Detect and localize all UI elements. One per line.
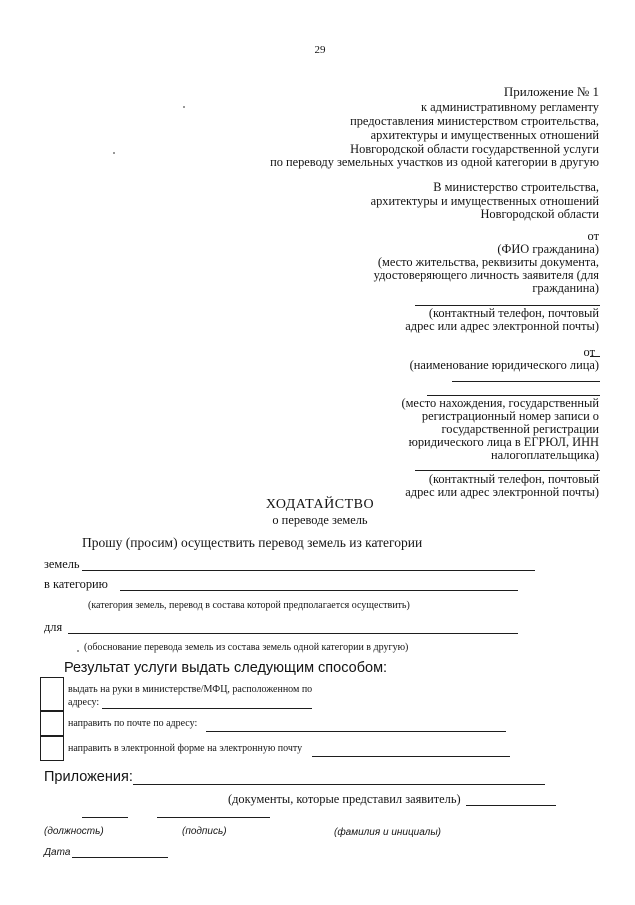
- page-number: 29: [314, 44, 326, 56]
- attachments-hint: (документы, которые представил заявитель): [228, 792, 461, 806]
- citizen-fio-hint: (ФИО гражданина): [497, 242, 599, 256]
- legal-location-hint: регистрационный номер записи о: [421, 409, 599, 423]
- document-title: ХОДАТАЙСТВО: [265, 497, 375, 512]
- result-option-checkbox-post[interactable]: [40, 711, 64, 736]
- signature-label: (подпись): [182, 826, 227, 837]
- justification-hint: (обоснование перевода земель из состава земель одной категории в другую): [84, 642, 409, 653]
- lands-field[interactable]: [82, 570, 535, 571]
- citizen-from-label: от: [587, 229, 599, 243]
- legal-location-hint: юридического лица в ЕГРЮЛ, ИНН: [408, 435, 599, 449]
- result-post-address-field[interactable]: [206, 731, 506, 732]
- appendix-line: предоставления министерством строительства,: [350, 114, 599, 128]
- legal-contact-field[interactable]: [415, 470, 600, 471]
- request-text: Прошу (просим) осуществить перевод земель из категории: [82, 535, 423, 550]
- appendix-title: Приложение № 1: [503, 84, 599, 99]
- legal-location-hint: государственной регистрации: [441, 422, 599, 436]
- result-email-field[interactable]: [312, 756, 510, 757]
- result-option-checkbox-in-person[interactable]: [40, 677, 64, 711]
- lands-label: земель: [44, 557, 80, 571]
- category-hint: (категория земель, перевод в состава которой предполагается осуществить): [88, 600, 410, 611]
- addressee-line: Новгородской области: [480, 207, 599, 221]
- appendix-line: к административному регламенту: [421, 100, 599, 114]
- result-option-label: адресу:: [68, 697, 100, 708]
- result-title: Результат услуги выдать следующим способом:: [64, 660, 388, 676]
- citizen-residence-hint: гражданина): [532, 281, 599, 295]
- scan-speck: [77, 650, 79, 652]
- to-category-field[interactable]: [120, 590, 518, 591]
- date-field[interactable]: [72, 857, 168, 858]
- legal-from-label: от: [583, 345, 595, 359]
- name-label: (фамилия и инициалы): [334, 827, 442, 838]
- to-category-label: в категорию: [44, 577, 108, 591]
- for-field[interactable]: [68, 633, 518, 634]
- legal-name-hint: (наименование юридического лица): [409, 358, 599, 372]
- attachments-label: Приложения:: [44, 769, 133, 785]
- scan-speck: [183, 106, 185, 108]
- legal-contact-hint: адрес или адрес электронной почты): [405, 485, 599, 499]
- position-field[interactable]: [82, 817, 128, 818]
- result-option-label: выдать на руки в министерстве/МФЦ, расположенном по: [68, 684, 313, 695]
- addressee-line: В министерство строительства,: [433, 180, 599, 194]
- result-option-label: направить в электронной форме на электронную почту: [68, 743, 303, 754]
- signature-field[interactable]: [157, 817, 270, 818]
- result-address-field[interactable]: [102, 708, 312, 709]
- legal-from-field[interactable]: [590, 356, 600, 357]
- result-option-checkbox-email[interactable]: [40, 736, 64, 761]
- citizen-residence-hint: удостоверяющего личность заявителя (для: [373, 268, 599, 282]
- legal-location-hint: налогоплательщика): [491, 448, 599, 462]
- legal-location-hint: (место нахождения, государственный: [401, 396, 599, 410]
- citizen-contact-hint: (контактный телефон, почтовый: [428, 306, 599, 320]
- date-label: Дата: [44, 847, 71, 858]
- citizen-contact-hint: адрес или адрес электронной почты): [405, 319, 599, 333]
- addressee-line: архитектуры и имущественных отношений: [370, 194, 599, 208]
- legal-name-field[interactable]: [452, 381, 600, 382]
- appendix-line: по переводу земельных участков из одной категории в другую: [270, 155, 599, 169]
- attachments-field[interactable]: [133, 784, 545, 785]
- for-label: для: [44, 620, 63, 634]
- position-label: (должность): [44, 826, 104, 837]
- appendix-line: Новгородской области государственной услуги: [350, 142, 599, 156]
- scan-speck: [113, 152, 115, 154]
- attachments-extra-field[interactable]: [466, 805, 556, 806]
- result-option-label: направить по почте по адресу:: [68, 718, 198, 729]
- legal-contact-hint: (контактный телефон, почтовый: [428, 472, 599, 486]
- document-subtitle: о переводе земель: [272, 513, 368, 527]
- appendix-line: архитектуры и имущественных отношений: [370, 128, 599, 142]
- citizen-residence-hint: (место жительства, реквизиты документа,: [377, 255, 599, 269]
